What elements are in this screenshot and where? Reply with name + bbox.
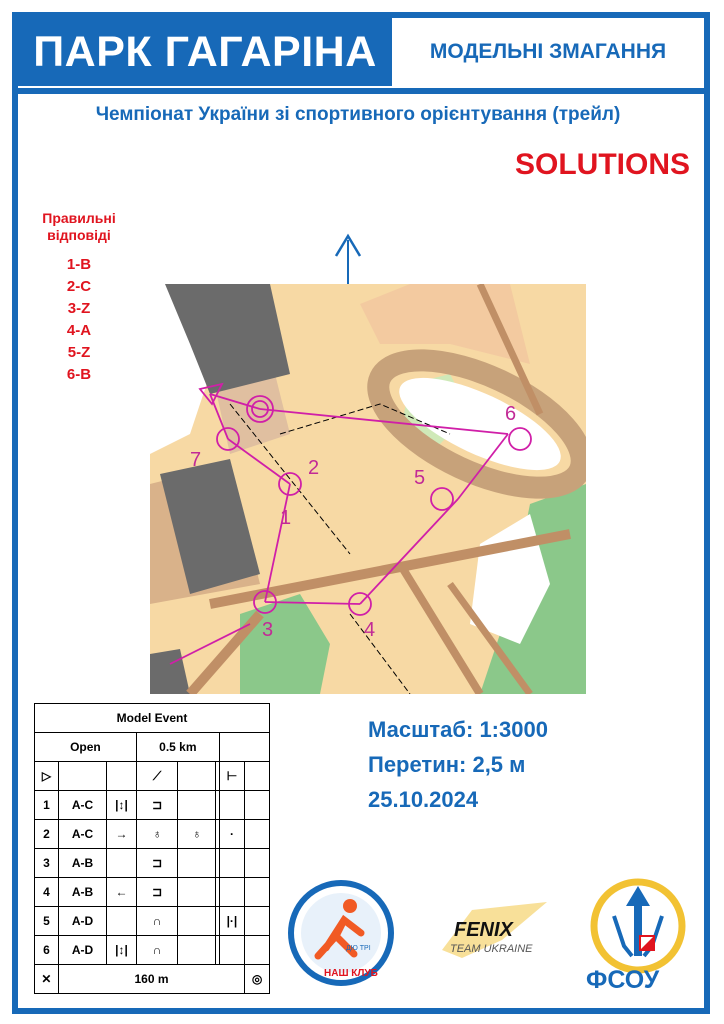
club-logo: [286, 878, 396, 988]
answer-item: 2-C: [66, 278, 92, 295]
reentrant-icon: ⊐: [136, 849, 178, 878]
desc-row-number: 1: [35, 791, 59, 820]
desc-row-code: A-B: [58, 878, 106, 907]
answers-panel: [28, 210, 130, 386]
desc-row-number: 3: [35, 849, 59, 878]
knoll-icon: ∩: [136, 936, 178, 965]
orienteering-map: [150, 284, 586, 694]
control-number: 2: [308, 457, 320, 479]
answers-heading-1: Правильні: [42, 210, 116, 226]
header-divider: [18, 88, 704, 94]
control-number: 3: [262, 619, 274, 641]
championship-title: Чемпіонат України зі спортивного орієнтування (трейл): [95, 104, 621, 125]
dot-icon: ·: [219, 820, 244, 849]
desc-class: Open: [35, 733, 137, 762]
pole-icon: |·|: [219, 907, 244, 936]
reentrant-icon: ⊐: [136, 878, 178, 907]
between-icon: |↕|: [107, 936, 137, 965]
desc-event-name: Model Event: [35, 704, 270, 733]
tree-icon: ♁: [178, 820, 216, 849]
marker-icon: ⊢: [219, 762, 244, 791]
knoll-icon: ∩: [136, 907, 178, 936]
desc-row-number: 4: [35, 878, 59, 907]
control-number: 6: [505, 403, 517, 425]
answers-heading-2: відповіді: [47, 227, 111, 243]
map-info: [368, 712, 548, 817]
slope-icon: ⟋: [136, 762, 178, 791]
answer-item: 3-Z: [67, 300, 91, 317]
control-description-sheet: [34, 703, 270, 995]
desc-length: 0.5 km: [136, 733, 219, 762]
control-number: 7: [190, 449, 202, 471]
start-funnel-icon: ✕: [35, 965, 59, 994]
control-number: 5: [414, 467, 426, 489]
answer-item: 6-B: [66, 366, 92, 383]
desc-row-number: 6: [35, 936, 59, 965]
fsou-logo: [580, 876, 696, 994]
answer-item: 5-Z: [67, 344, 91, 361]
desc-finish-distance: 160 m: [58, 965, 244, 994]
event-subtitle: МОДЕЛЬНІ ЗМАГАННЯ: [429, 40, 667, 63]
desc-row-code: A-D: [58, 907, 106, 936]
finish-icon: ◎: [245, 965, 270, 994]
event-date: 25.10.2024: [368, 787, 479, 812]
answer-item: 4-A: [66, 322, 92, 339]
answer-item: 1-B: [66, 256, 92, 273]
club-logo-text: НАШ КЛУБ: [324, 968, 378, 979]
desc-row-code: A-C: [58, 820, 106, 849]
fenix-logo-subtext: TEAM UKRAINE: [450, 943, 533, 955]
fenix-logo-text: FENIX: [454, 919, 513, 941]
arrow-right-icon: →: [107, 820, 137, 849]
map-title: ПАРК ГАГАРІНА: [18, 18, 392, 86]
desc-row-code: A-B: [58, 849, 106, 878]
control-number: 4: [364, 619, 376, 641]
desc-row-code: A-C: [58, 791, 106, 820]
between-icon: |↕|: [107, 791, 137, 820]
map-scale: Масштаб: 1:3000: [368, 717, 548, 742]
desc-row-number: 5: [35, 907, 59, 936]
reentrant-icon: ⊐: [136, 791, 178, 820]
club-logo-small-text: ДЮ ТРІ: [346, 945, 371, 952]
map-contour-interval: Перетин: 2,5 м: [368, 752, 526, 777]
desc-row-code: A-D: [58, 936, 106, 965]
start-triangle-icon: ▷: [35, 762, 59, 791]
desc-row-number: 2: [35, 820, 59, 849]
solutions-label: SOLUTIONS: [514, 148, 690, 181]
arrow-left-icon: ←: [107, 878, 137, 907]
fenix-logo: [432, 900, 552, 962]
fsou-logo-text: ФСОУ: [586, 966, 660, 994]
control-number: 1: [280, 507, 292, 529]
tree-icon: ♁: [136, 820, 178, 849]
